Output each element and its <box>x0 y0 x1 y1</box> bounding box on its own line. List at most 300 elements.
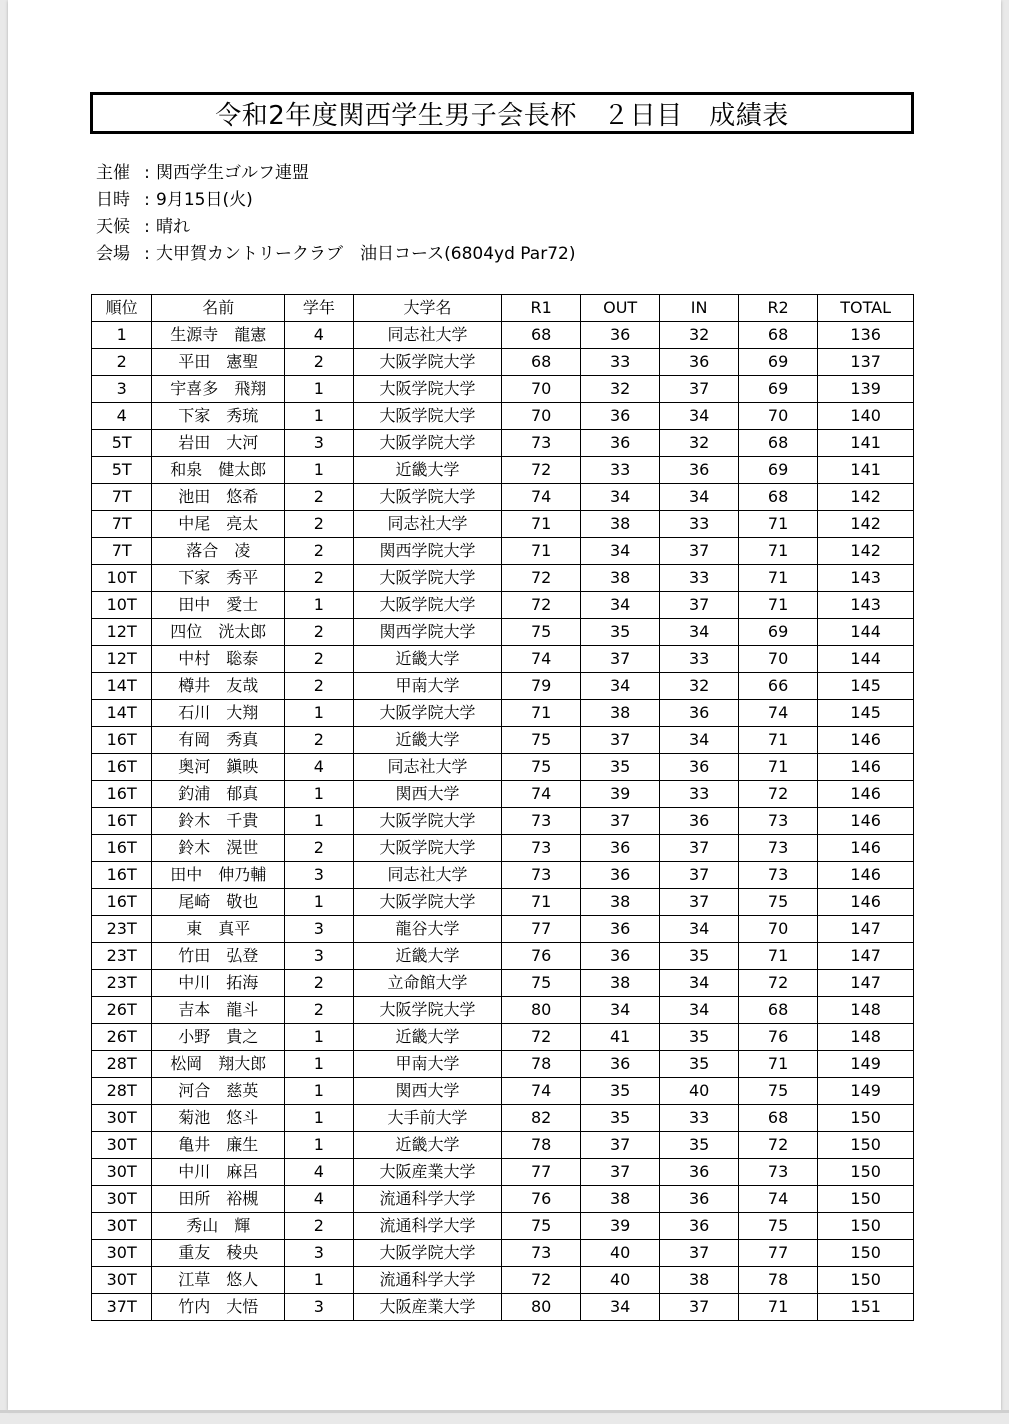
in-cell: 37 <box>660 889 738 916</box>
r2-cell: 70 <box>738 403 817 430</box>
out-cell: 34 <box>580 997 659 1024</box>
table-row <box>92 376 914 403</box>
total-cell: 145 <box>818 673 914 700</box>
rank-cell: 7T <box>92 511 152 538</box>
grade-cell: 2 <box>285 484 353 511</box>
table-row <box>92 1267 914 1294</box>
in-cell: 37 <box>660 862 738 889</box>
r2-cell: 68 <box>738 997 817 1024</box>
r1-cell: 70 <box>502 403 580 430</box>
table-row <box>92 1132 914 1159</box>
r1-cell: 75 <box>502 1213 580 1240</box>
r2-cell: 70 <box>738 916 817 943</box>
r1-cell: 74 <box>502 484 580 511</box>
out-cell: 33 <box>580 349 659 376</box>
r2-cell: 73 <box>738 862 817 889</box>
in-cell: 34 <box>660 484 738 511</box>
grade-cell: 3 <box>285 862 353 889</box>
grade-cell: 4 <box>285 322 353 349</box>
grade-cell: 1 <box>285 1024 353 1051</box>
name-cell: 河合 慈英 <box>152 1078 285 1105</box>
grade-cell: 2 <box>285 1213 353 1240</box>
r1-cell: 82 <box>502 1105 580 1132</box>
grade-cell: 1 <box>285 376 353 403</box>
total-cell: 151 <box>818 1294 914 1321</box>
r2-cell: 76 <box>738 1024 817 1051</box>
info-label: 会場 <box>96 244 130 264</box>
rank-cell: 7T <box>92 484 152 511</box>
table-row <box>92 592 914 619</box>
info-value: 大甲賀カントリークラブ 油日コース(6804yd Par72) <box>156 244 576 264</box>
r2-cell: 69 <box>738 457 817 484</box>
name-cell: 中川 麻呂 <box>152 1159 285 1186</box>
in-cell: 36 <box>660 808 738 835</box>
grade-cell: 1 <box>285 889 353 916</box>
in-cell: 37 <box>660 835 738 862</box>
table-row <box>92 754 914 781</box>
table-row <box>92 403 914 430</box>
r1-cell: 74 <box>502 1078 580 1105</box>
r2-cell: 69 <box>738 376 817 403</box>
rank-cell: 12T <box>92 646 152 673</box>
out-cell: 36 <box>580 943 659 970</box>
in-cell: 34 <box>660 619 738 646</box>
rank-cell: 37T <box>92 1294 152 1321</box>
header-name: 名前 <box>152 295 285 322</box>
total-cell: 146 <box>818 808 914 835</box>
university-cell: 大阪学院大学 <box>353 889 502 916</box>
university-cell: 近畿大学 <box>353 646 502 673</box>
university-cell: 近畿大学 <box>353 943 502 970</box>
document-page <box>8 0 1001 1410</box>
in-cell: 36 <box>660 1213 738 1240</box>
out-cell: 34 <box>580 538 659 565</box>
name-cell: 鈴木 千貴 <box>152 808 285 835</box>
in-cell: 34 <box>660 916 738 943</box>
r1-cell: 70 <box>502 376 580 403</box>
out-cell: 34 <box>580 484 659 511</box>
page-edge <box>0 1410 1009 1413</box>
total-cell: 146 <box>818 781 914 808</box>
university-cell: 大阪学院大学 <box>353 997 502 1024</box>
results-body <box>92 322 914 1321</box>
r1-cell: 73 <box>502 430 580 457</box>
r1-cell: 78 <box>502 1132 580 1159</box>
university-cell: 近畿大学 <box>353 1024 502 1051</box>
table-row <box>92 889 914 916</box>
out-cell: 37 <box>580 808 659 835</box>
grade-cell: 3 <box>285 1294 353 1321</box>
out-cell: 35 <box>580 619 659 646</box>
total-cell: 146 <box>818 835 914 862</box>
rank-cell: 30T <box>92 1159 152 1186</box>
r1-cell: 68 <box>502 349 580 376</box>
rank-cell: 16T <box>92 808 152 835</box>
total-cell: 141 <box>818 430 914 457</box>
out-cell: 36 <box>580 322 659 349</box>
header-out: OUT <box>580 295 659 322</box>
rank-cell: 14T <box>92 673 152 700</box>
table-row <box>92 1186 914 1213</box>
university-cell: 同志社大学 <box>353 322 502 349</box>
grade-cell: 1 <box>285 1078 353 1105</box>
out-cell: 35 <box>580 1105 659 1132</box>
r1-cell: 75 <box>502 970 580 997</box>
table-row <box>92 322 914 349</box>
r1-cell: 72 <box>502 1267 580 1294</box>
info-weather <box>96 214 575 241</box>
in-cell: 36 <box>660 349 738 376</box>
in-cell: 34 <box>660 403 738 430</box>
out-cell: 41 <box>580 1024 659 1051</box>
r1-cell: 75 <box>502 727 580 754</box>
university-cell: 大阪学院大学 <box>353 808 502 835</box>
in-cell: 33 <box>660 781 738 808</box>
total-cell: 143 <box>818 592 914 619</box>
in-cell: 40 <box>660 1078 738 1105</box>
in-cell: 33 <box>660 565 738 592</box>
university-cell: 流通科学大学 <box>353 1213 502 1240</box>
table-row <box>92 781 914 808</box>
university-cell: 関西大学 <box>353 1078 502 1105</box>
grade-cell: 2 <box>285 349 353 376</box>
total-cell: 146 <box>818 862 914 889</box>
rank-cell: 5T <box>92 430 152 457</box>
grade-cell: 1 <box>285 457 353 484</box>
rank-cell: 5T <box>92 457 152 484</box>
total-cell: 149 <box>818 1078 914 1105</box>
in-cell: 38 <box>660 1267 738 1294</box>
grade-cell: 2 <box>285 565 353 592</box>
rank-cell: 28T <box>92 1078 152 1105</box>
r2-cell: 68 <box>738 1105 817 1132</box>
r1-cell: 76 <box>502 1186 580 1213</box>
out-cell: 35 <box>580 1078 659 1105</box>
info-separator: : <box>144 190 150 210</box>
grade-cell: 2 <box>285 673 353 700</box>
r1-cell: 72 <box>502 457 580 484</box>
out-cell: 36 <box>580 835 659 862</box>
grade-cell: 4 <box>285 1159 353 1186</box>
info-separator: : <box>144 217 150 237</box>
r1-cell: 73 <box>502 808 580 835</box>
grade-cell: 1 <box>285 808 353 835</box>
university-cell: 大阪学院大学 <box>353 592 502 619</box>
name-cell: 中川 拓海 <box>152 970 285 997</box>
university-cell: 大阪学院大学 <box>353 565 502 592</box>
info-value: 関西学生ゴルフ連盟 <box>156 163 309 183</box>
rank-cell: 30T <box>92 1213 152 1240</box>
total-cell: 147 <box>818 943 914 970</box>
rank-cell: 26T <box>92 1024 152 1051</box>
r2-cell: 69 <box>738 349 817 376</box>
in-cell: 36 <box>660 457 738 484</box>
r1-cell: 77 <box>502 1159 580 1186</box>
r2-cell: 72 <box>738 1132 817 1159</box>
rank-cell: 28T <box>92 1051 152 1078</box>
r2-cell: 71 <box>738 943 817 970</box>
total-cell: 136 <box>818 322 914 349</box>
total-cell: 150 <box>818 1159 914 1186</box>
info-separator: : <box>144 244 150 264</box>
university-cell: 関西学院大学 <box>353 619 502 646</box>
total-cell: 150 <box>818 1213 914 1240</box>
in-cell: 34 <box>660 970 738 997</box>
r1-cell: 78 <box>502 1051 580 1078</box>
in-cell: 37 <box>660 1240 738 1267</box>
university-cell: 大阪学院大学 <box>353 700 502 727</box>
rank-cell: 30T <box>92 1105 152 1132</box>
r2-cell: 69 <box>738 619 817 646</box>
university-cell: 甲南大学 <box>353 1051 502 1078</box>
university-cell: 立命館大学 <box>353 970 502 997</box>
r1-cell: 72 <box>502 592 580 619</box>
r2-cell: 73 <box>738 808 817 835</box>
r1-cell: 73 <box>502 835 580 862</box>
r2-cell: 72 <box>738 781 817 808</box>
table-row <box>92 538 914 565</box>
r2-cell: 68 <box>738 322 817 349</box>
rank-cell: 14T <box>92 700 152 727</box>
university-cell: 大阪学院大学 <box>353 430 502 457</box>
grade-cell: 1 <box>285 781 353 808</box>
r1-cell: 80 <box>502 1294 580 1321</box>
grade-cell: 1 <box>285 1267 353 1294</box>
university-cell: 大阪産業大学 <box>353 1294 502 1321</box>
name-cell: 池田 悠希 <box>152 484 285 511</box>
r1-cell: 71 <box>502 700 580 727</box>
r1-cell: 74 <box>502 781 580 808</box>
total-cell: 150 <box>818 1267 914 1294</box>
r2-cell: 70 <box>738 646 817 673</box>
grade-cell: 2 <box>285 997 353 1024</box>
name-cell: 松岡 翔大郎 <box>152 1051 285 1078</box>
name-cell: 中尾 亮太 <box>152 511 285 538</box>
in-cell: 37 <box>660 376 738 403</box>
grade-cell: 2 <box>285 646 353 673</box>
table-row <box>92 511 914 538</box>
r2-cell: 71 <box>738 754 817 781</box>
r2-cell: 71 <box>738 538 817 565</box>
header-rank: 順位 <box>92 295 152 322</box>
r1-cell: 77 <box>502 916 580 943</box>
r2-cell: 71 <box>738 565 817 592</box>
info-separator: : <box>144 163 150 183</box>
total-cell: 150 <box>818 1240 914 1267</box>
name-cell: 竹田 弘登 <box>152 943 285 970</box>
r1-cell: 74 <box>502 646 580 673</box>
grade-cell: 4 <box>285 754 353 781</box>
university-cell: 同志社大学 <box>353 862 502 889</box>
table-row <box>92 673 914 700</box>
grade-cell: 2 <box>285 727 353 754</box>
rank-cell: 23T <box>92 943 152 970</box>
university-cell: 甲南大学 <box>353 673 502 700</box>
out-cell: 34 <box>580 673 659 700</box>
total-cell: 150 <box>818 1186 914 1213</box>
table-row <box>92 484 914 511</box>
university-cell: 大手前大学 <box>353 1105 502 1132</box>
grade-cell: 1 <box>285 700 353 727</box>
name-cell: 岩田 大河 <box>152 430 285 457</box>
r2-cell: 68 <box>738 484 817 511</box>
grade-cell: 1 <box>285 592 353 619</box>
grade-cell: 2 <box>285 835 353 862</box>
total-cell: 147 <box>818 970 914 997</box>
r1-cell: 71 <box>502 538 580 565</box>
out-cell: 36 <box>580 1051 659 1078</box>
university-cell: 近畿大学 <box>353 727 502 754</box>
out-cell: 32 <box>580 376 659 403</box>
name-cell: 生源寺 龍憲 <box>152 322 285 349</box>
total-cell: 148 <box>818 997 914 1024</box>
in-cell: 33 <box>660 1105 738 1132</box>
out-cell: 36 <box>580 403 659 430</box>
table-row <box>92 1078 914 1105</box>
info-organizer <box>96 160 575 187</box>
in-cell: 35 <box>660 943 738 970</box>
out-cell: 38 <box>580 511 659 538</box>
r1-cell: 80 <box>502 997 580 1024</box>
header-r2: R2 <box>738 295 817 322</box>
table-row <box>92 430 914 457</box>
in-cell: 32 <box>660 673 738 700</box>
info-date <box>96 187 575 214</box>
name-cell: 江草 悠人 <box>152 1267 285 1294</box>
in-cell: 34 <box>660 727 738 754</box>
name-cell: 和泉 健太郎 <box>152 457 285 484</box>
total-cell: 142 <box>818 484 914 511</box>
r2-cell: 78 <box>738 1267 817 1294</box>
rank-cell: 10T <box>92 592 152 619</box>
in-cell: 37 <box>660 1294 738 1321</box>
out-cell: 34 <box>580 1294 659 1321</box>
name-cell: 有岡 秀真 <box>152 727 285 754</box>
rank-cell: 30T <box>92 1240 152 1267</box>
in-cell: 32 <box>660 322 738 349</box>
total-cell: 144 <box>818 619 914 646</box>
r2-cell: 71 <box>738 1294 817 1321</box>
in-cell: 35 <box>660 1051 738 1078</box>
header-total: TOTAL <box>818 295 914 322</box>
grade-cell: 3 <box>285 430 353 457</box>
r2-cell: 68 <box>738 430 817 457</box>
name-cell: 亀井 廉生 <box>152 1132 285 1159</box>
table-row <box>92 727 914 754</box>
rank-cell: 2 <box>92 349 152 376</box>
table-row <box>92 565 914 592</box>
university-cell: 近畿大学 <box>353 457 502 484</box>
table-row <box>92 457 914 484</box>
name-cell: 重友 稜央 <box>152 1240 285 1267</box>
grade-cell: 1 <box>285 1105 353 1132</box>
in-cell: 35 <box>660 1132 738 1159</box>
r2-cell: 74 <box>738 1186 817 1213</box>
r1-cell: 68 <box>502 322 580 349</box>
table-row <box>92 1213 914 1240</box>
total-cell: 140 <box>818 403 914 430</box>
event-info <box>96 160 575 268</box>
name-cell: 奥河 鎭映 <box>152 754 285 781</box>
rank-cell: 16T <box>92 781 152 808</box>
total-cell: 142 <box>818 538 914 565</box>
name-cell: 田中 伸乃輔 <box>152 862 285 889</box>
out-cell: 38 <box>580 700 659 727</box>
table-row <box>92 700 914 727</box>
name-cell: 落合 凌 <box>152 538 285 565</box>
r1-cell: 72 <box>502 1024 580 1051</box>
university-cell: 同志社大学 <box>353 754 502 781</box>
total-cell: 149 <box>818 1051 914 1078</box>
header-university: 大学名 <box>353 295 502 322</box>
university-cell: 関西学院大学 <box>353 538 502 565</box>
out-cell: 33 <box>580 457 659 484</box>
out-cell: 38 <box>580 970 659 997</box>
university-cell: 大阪学院大学 <box>353 1240 502 1267</box>
out-cell: 36 <box>580 916 659 943</box>
table-row <box>92 1051 914 1078</box>
table-row <box>92 862 914 889</box>
table-row <box>92 970 914 997</box>
r2-cell: 66 <box>738 673 817 700</box>
name-cell: 平田 憲聖 <box>152 349 285 376</box>
name-cell: 東 真平 <box>152 916 285 943</box>
rank-cell: 4 <box>92 403 152 430</box>
in-cell: 36 <box>660 1159 738 1186</box>
out-cell: 38 <box>580 1186 659 1213</box>
total-cell: 147 <box>818 916 914 943</box>
total-cell: 146 <box>818 889 914 916</box>
info-label: 天候 <box>96 217 130 237</box>
university-cell: 大阪学院大学 <box>353 349 502 376</box>
name-cell: 宇喜多 飛翔 <box>152 376 285 403</box>
total-cell: 143 <box>818 565 914 592</box>
grade-cell: 3 <box>285 943 353 970</box>
out-cell: 34 <box>580 592 659 619</box>
r1-cell: 71 <box>502 889 580 916</box>
rank-cell: 7T <box>92 538 152 565</box>
header-r1: R1 <box>502 295 580 322</box>
table-row <box>92 808 914 835</box>
total-cell: 146 <box>818 727 914 754</box>
r1-cell: 73 <box>502 862 580 889</box>
out-cell: 38 <box>580 565 659 592</box>
r1-cell: 73 <box>502 1240 580 1267</box>
out-cell: 40 <box>580 1240 659 1267</box>
grade-cell: 2 <box>285 619 353 646</box>
table-row <box>92 1105 914 1132</box>
university-cell: 大阪学院大学 <box>353 835 502 862</box>
table-row <box>92 1024 914 1051</box>
rank-cell: 12T <box>92 619 152 646</box>
name-cell: 四位 洸太郎 <box>152 619 285 646</box>
out-cell: 39 <box>580 1213 659 1240</box>
table-row <box>92 619 914 646</box>
info-label: 主催 <box>96 163 130 183</box>
in-cell: 33 <box>660 511 738 538</box>
out-cell: 35 <box>580 754 659 781</box>
total-cell: 145 <box>818 700 914 727</box>
name-cell: 石川 大翔 <box>152 700 285 727</box>
in-cell: 37 <box>660 592 738 619</box>
grade-cell: 2 <box>285 970 353 997</box>
rank-cell: 16T <box>92 754 152 781</box>
rank-cell: 30T <box>92 1267 152 1294</box>
total-cell: 150 <box>818 1132 914 1159</box>
r2-cell: 74 <box>738 700 817 727</box>
rank-cell: 1 <box>92 322 152 349</box>
in-cell: 37 <box>660 538 738 565</box>
